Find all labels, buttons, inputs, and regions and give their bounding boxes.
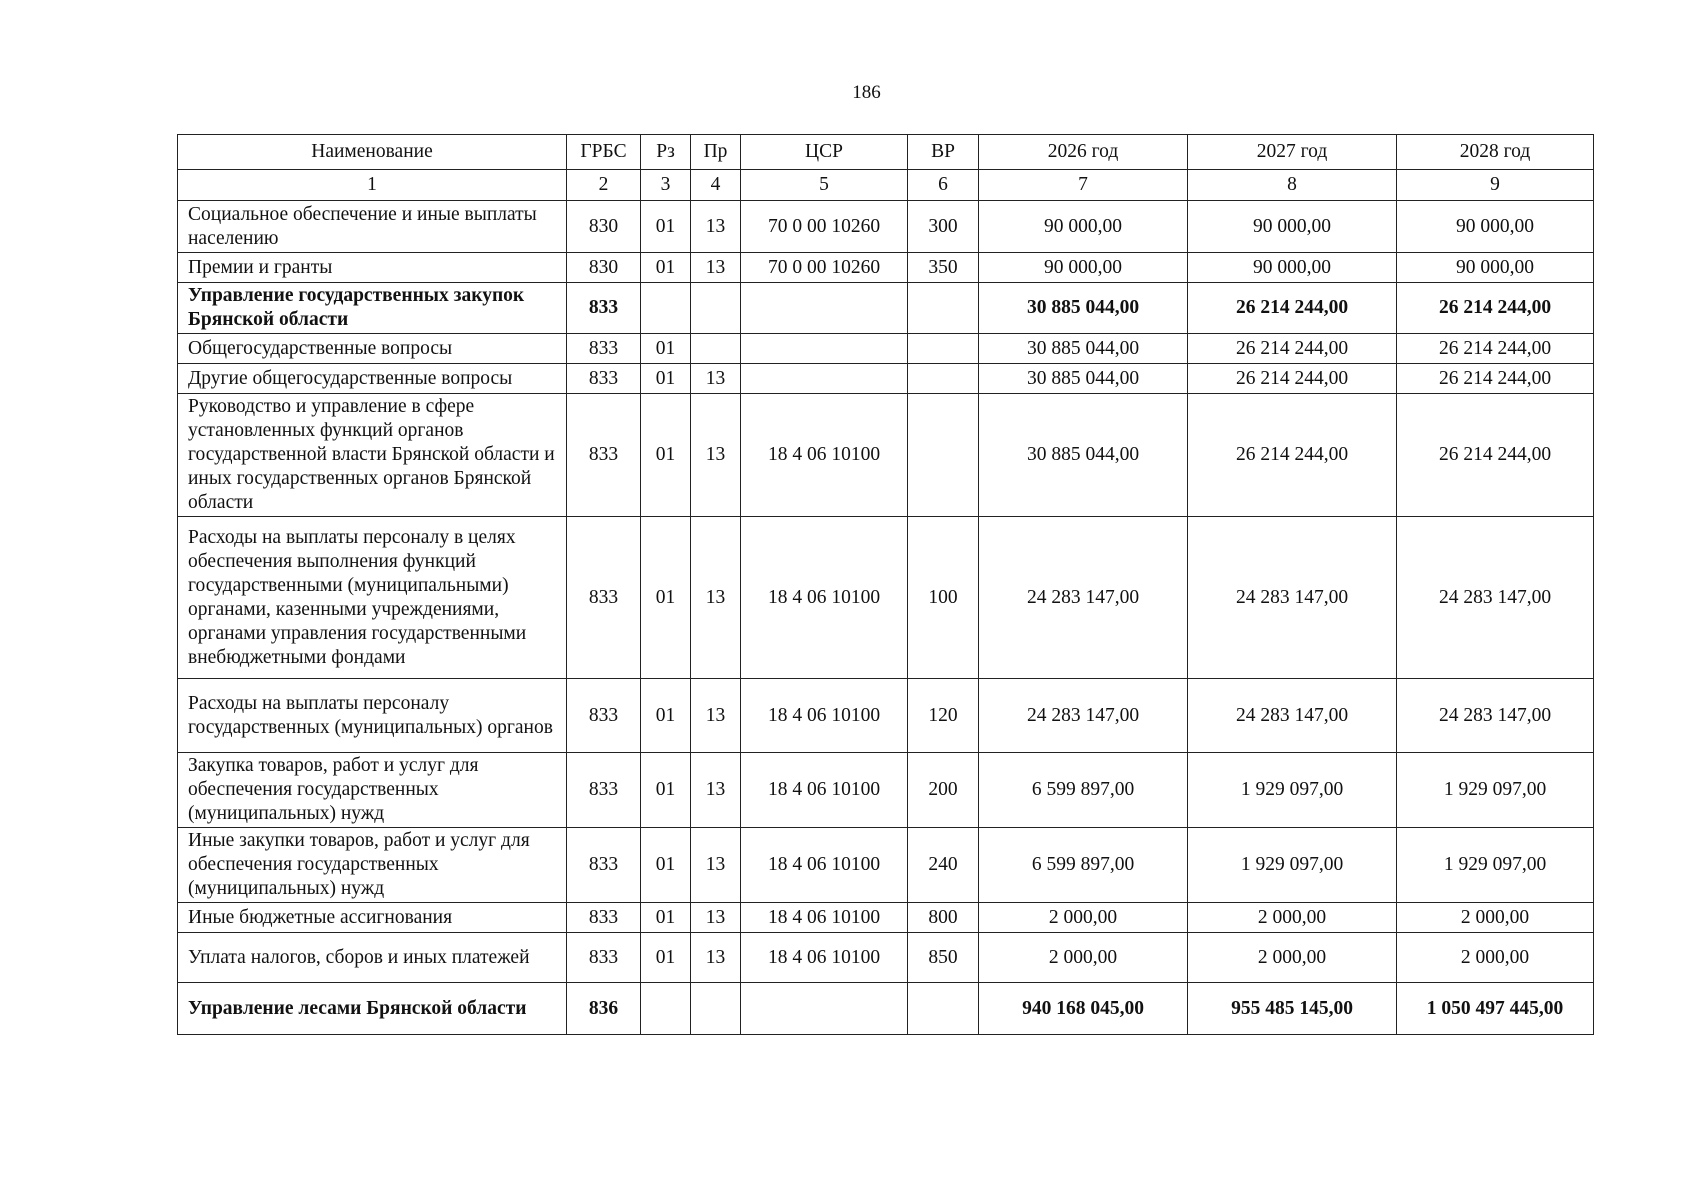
row-amount-2028: 2 000,00 (1397, 903, 1594, 933)
row-rz: 01 (641, 828, 691, 903)
row-csr: 18 4 06 10100 (741, 828, 908, 903)
row-csr: 18 4 06 10100 (741, 753, 908, 828)
row-amount-2026: 30 885 044,00 (979, 394, 1188, 517)
header-csr: ЦСР (741, 135, 908, 170)
row-vr (908, 364, 979, 394)
row-grbs: 833 (567, 679, 641, 753)
row-name: Иные закупки товаров, работ и услуг для обеспечения государственных (муниципальных) нужд (178, 828, 567, 903)
table-row (178, 201, 1594, 253)
column-number: 4 (691, 170, 741, 201)
row-rz: 01 (641, 933, 691, 983)
row-grbs: 833 (567, 283, 641, 334)
row-amount-2028: 1 929 097,00 (1397, 828, 1594, 903)
column-number: 5 (741, 170, 908, 201)
row-amount-2028: 90 000,00 (1397, 253, 1594, 283)
row-name: Руководство и управление в сфере установленных функций органов государственной власти Брянской области и иных государственных органов Брянской области (178, 394, 567, 517)
row-amount-2028: 26 214 244,00 (1397, 394, 1594, 517)
table-row (178, 933, 1594, 983)
row-name: Премии и гранты (178, 253, 567, 283)
row-amount-2026: 30 885 044,00 (979, 364, 1188, 394)
row-amount-2027: 26 214 244,00 (1188, 364, 1397, 394)
row-grbs: 833 (567, 828, 641, 903)
row-pr: 13 (691, 201, 741, 253)
column-number: 8 (1188, 170, 1397, 201)
row-grbs: 833 (567, 517, 641, 679)
row-csr (741, 334, 908, 364)
row-amount-2027: 1 929 097,00 (1188, 828, 1397, 903)
table-row (178, 283, 1594, 334)
row-amount-2027: 2 000,00 (1188, 903, 1397, 933)
row-rz: 01 (641, 201, 691, 253)
header-pr: Пр (691, 135, 741, 170)
row-pr (691, 283, 741, 334)
row-amount-2028: 26 214 244,00 (1397, 334, 1594, 364)
row-vr: 850 (908, 933, 979, 983)
row-vr: 200 (908, 753, 979, 828)
row-name: Расходы на выплаты персоналу в целях обеспечения выполнения функций государственными (муниципальными) органами, казенными учреждениями, органами управления государственными внебюджетными фондами (178, 517, 567, 679)
row-name: Управление государственных закупок Брянской области (178, 283, 567, 334)
row-amount-2027: 955 485 145,00 (1188, 983, 1397, 1035)
row-rz: 01 (641, 517, 691, 679)
row-amount-2028: 1 929 097,00 (1397, 753, 1594, 828)
header-rz: Рз (641, 135, 691, 170)
row-amount-2027: 90 000,00 (1188, 201, 1397, 253)
row-amount-2027: 2 000,00 (1188, 933, 1397, 983)
column-number-row (178, 170, 1594, 201)
column-number: 1 (178, 170, 567, 201)
row-amount-2028: 2 000,00 (1397, 933, 1594, 983)
header-2027: 2027 год (1188, 135, 1397, 170)
row-rz: 01 (641, 903, 691, 933)
row-amount-2027: 26 214 244,00 (1188, 334, 1397, 364)
row-amount-2026: 24 283 147,00 (979, 679, 1188, 753)
table-row (178, 903, 1594, 933)
row-amount-2028: 26 214 244,00 (1397, 283, 1594, 334)
row-grbs: 830 (567, 201, 641, 253)
row-vr (908, 283, 979, 334)
row-rz: 01 (641, 364, 691, 394)
row-pr: 13 (691, 753, 741, 828)
row-name: Уплата налогов, сборов и иных платежей (178, 933, 567, 983)
row-amount-2027: 26 214 244,00 (1188, 394, 1397, 517)
row-name: Общегосударственные вопросы (178, 334, 567, 364)
row-csr: 18 4 06 10100 (741, 517, 908, 679)
row-pr: 13 (691, 933, 741, 983)
row-csr: 18 4 06 10100 (741, 394, 908, 517)
row-amount-2026: 90 000,00 (979, 201, 1188, 253)
row-amount-2028: 90 000,00 (1397, 201, 1594, 253)
page-number: 186 (852, 82, 881, 103)
row-grbs: 833 (567, 394, 641, 517)
row-csr: 18 4 06 10100 (741, 903, 908, 933)
row-amount-2027: 1 929 097,00 (1188, 753, 1397, 828)
table-row (178, 517, 1594, 679)
row-amount-2027: 26 214 244,00 (1188, 283, 1397, 334)
column-number: 6 (908, 170, 979, 201)
header-2028: 2028 год (1397, 135, 1594, 170)
column-number: 9 (1397, 170, 1594, 201)
row-amount-2027: 24 283 147,00 (1188, 679, 1397, 753)
row-pr: 13 (691, 903, 741, 933)
table-row (178, 364, 1594, 394)
row-vr: 300 (908, 201, 979, 253)
table-row (178, 753, 1594, 828)
row-amount-2028: 24 283 147,00 (1397, 517, 1594, 679)
row-csr (741, 364, 908, 394)
row-csr (741, 983, 908, 1035)
row-name: Расходы на выплаты персоналу государственных (муниципальных) органов (178, 679, 567, 753)
row-pr (691, 983, 741, 1035)
row-pr: 13 (691, 517, 741, 679)
row-csr: 18 4 06 10100 (741, 679, 908, 753)
row-grbs: 833 (567, 364, 641, 394)
header-name: Наименование (178, 135, 567, 170)
row-grbs: 833 (567, 933, 641, 983)
row-vr: 100 (908, 517, 979, 679)
row-vr: 240 (908, 828, 979, 903)
row-amount-2026: 6 599 897,00 (979, 753, 1188, 828)
row-rz: 01 (641, 753, 691, 828)
header-2026: 2026 год (979, 135, 1188, 170)
row-csr (741, 283, 908, 334)
row-pr: 13 (691, 828, 741, 903)
row-rz: 01 (641, 253, 691, 283)
row-pr: 13 (691, 679, 741, 753)
table-row (178, 394, 1594, 517)
column-number: 2 (567, 170, 641, 201)
row-pr: 13 (691, 394, 741, 517)
header-row (178, 135, 1594, 170)
row-amount-2026: 2 000,00 (979, 903, 1188, 933)
row-name: Иные бюджетные ассигнования (178, 903, 567, 933)
row-vr: 800 (908, 903, 979, 933)
row-amount-2028: 1 050 497 445,00 (1397, 983, 1594, 1035)
table-row (178, 679, 1594, 753)
row-vr (908, 983, 979, 1035)
row-csr: 70 0 00 10260 (741, 253, 908, 283)
row-rz: 01 (641, 334, 691, 364)
table-row (178, 828, 1594, 903)
row-grbs: 833 (567, 753, 641, 828)
row-grbs: 836 (567, 983, 641, 1035)
row-pr (691, 334, 741, 364)
row-pr: 13 (691, 253, 741, 283)
row-amount-2028: 26 214 244,00 (1397, 364, 1594, 394)
row-amount-2027: 90 000,00 (1188, 253, 1397, 283)
row-name: Закупка товаров, работ и услуг для обеспечения государственных (муниципальных) нужд (178, 753, 567, 828)
row-amount-2026: 2 000,00 (979, 933, 1188, 983)
row-vr: 350 (908, 253, 979, 283)
column-number: 3 (641, 170, 691, 201)
table-row (178, 334, 1594, 364)
table-row (178, 253, 1594, 283)
row-amount-2026: 940 168 045,00 (979, 983, 1188, 1035)
row-name: Управление лесами Брянской области (178, 983, 567, 1035)
row-name: Другие общегосударственные вопросы (178, 364, 567, 394)
row-vr (908, 334, 979, 364)
row-amount-2027: 24 283 147,00 (1188, 517, 1397, 679)
row-amount-2026: 6 599 897,00 (979, 828, 1188, 903)
row-vr: 120 (908, 679, 979, 753)
header-grbs: ГРБС (567, 135, 641, 170)
row-name: Социальное обеспечение и иные выплаты населению (178, 201, 567, 253)
row-amount-2026: 30 885 044,00 (979, 334, 1188, 364)
row-grbs: 830 (567, 253, 641, 283)
row-csr: 18 4 06 10100 (741, 933, 908, 983)
table-row (178, 983, 1594, 1035)
row-grbs: 833 (567, 334, 641, 364)
row-amount-2026: 24 283 147,00 (979, 517, 1188, 679)
row-rz: 01 (641, 394, 691, 517)
row-amount-2028: 24 283 147,00 (1397, 679, 1594, 753)
row-rz: 01 (641, 679, 691, 753)
row-vr (908, 394, 979, 517)
row-amount-2026: 30 885 044,00 (979, 283, 1188, 334)
header-vr: ВР (908, 135, 979, 170)
column-number: 7 (979, 170, 1188, 201)
budget-table (177, 134, 1594, 1035)
row-grbs: 833 (567, 903, 641, 933)
row-csr: 70 0 00 10260 (741, 201, 908, 253)
row-amount-2026: 90 000,00 (979, 253, 1188, 283)
row-pr: 13 (691, 364, 741, 394)
row-rz (641, 983, 691, 1035)
row-rz (641, 283, 691, 334)
